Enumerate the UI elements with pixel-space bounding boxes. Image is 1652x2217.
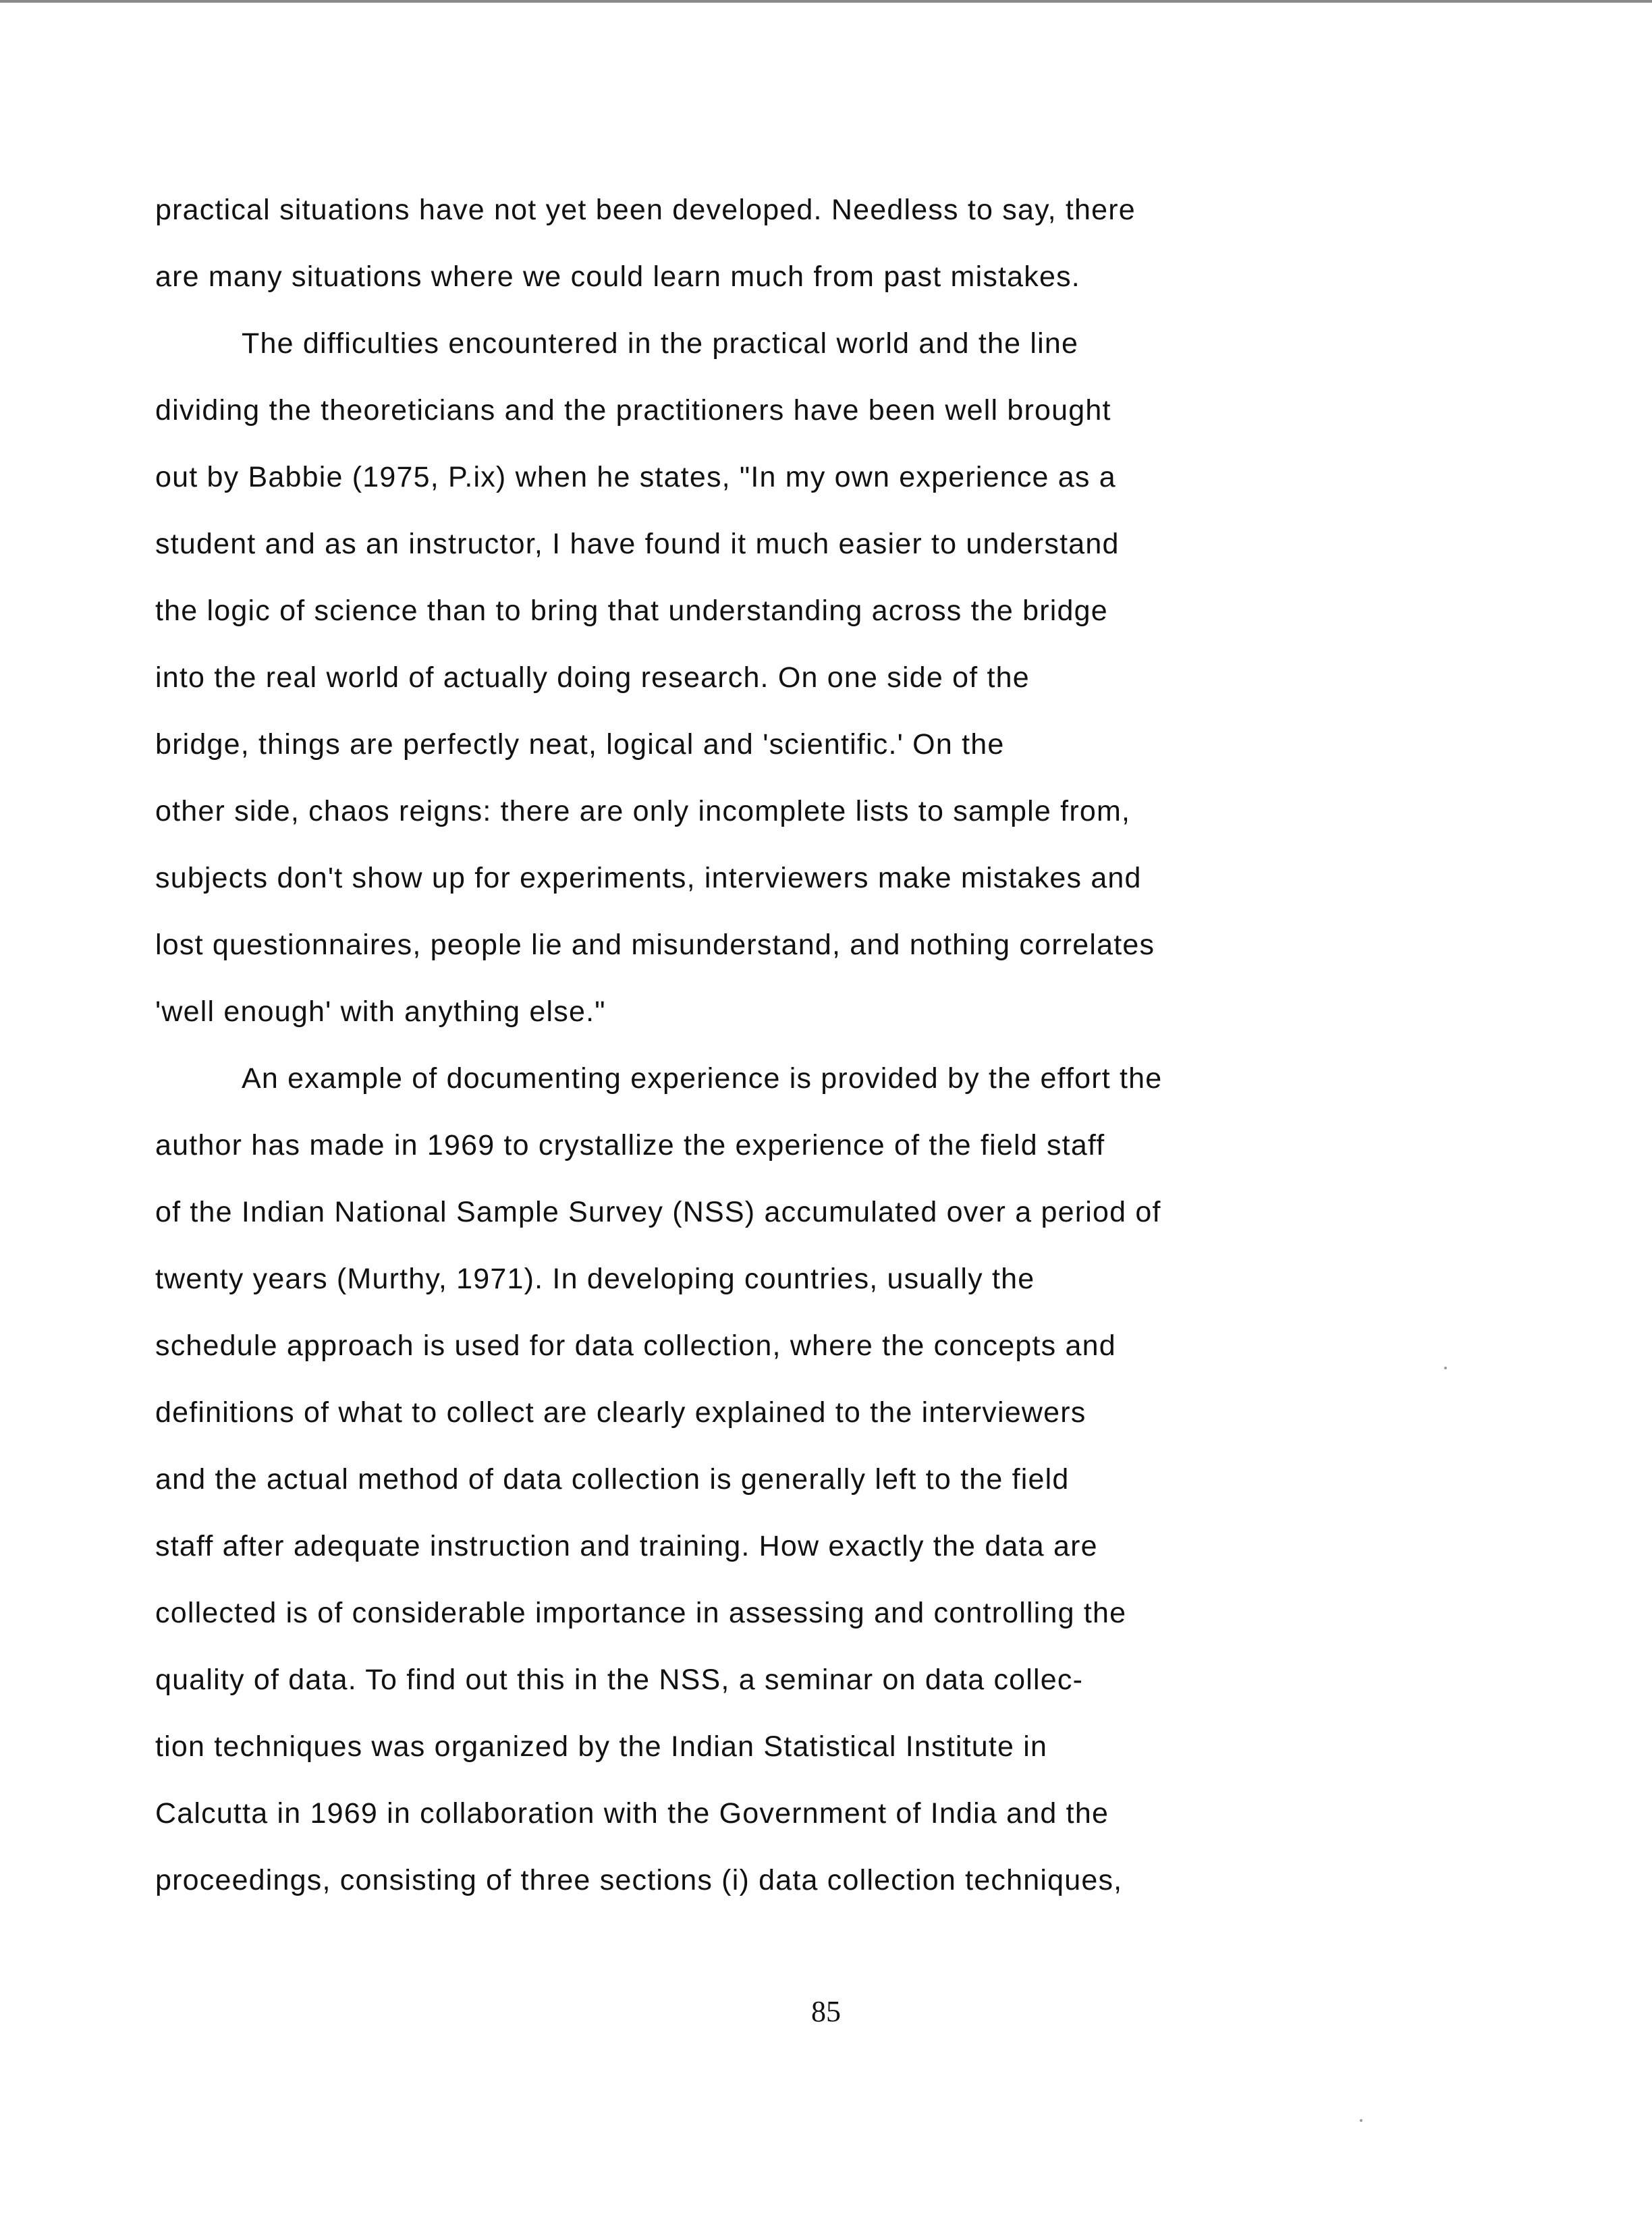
- text-line: into the real world of actually doing research. On one side of the: [155, 661, 1030, 694]
- text-line: subjects don't show up for experiments, interviewers make mistakes and: [155, 862, 1142, 894]
- text-line: practical situations have not yet been developed. Needless to say, there: [155, 194, 1136, 226]
- text-line: Calcutta in 1969 in collaboration with the Government of India and the: [155, 1797, 1109, 1830]
- text-line: schedule approach is used for data collection, where the concepts and: [155, 1330, 1116, 1362]
- text-line: collected is of considerable importance in assessing and controlling the: [155, 1597, 1127, 1629]
- scan-speck: [1360, 2119, 1362, 2122]
- text-line: quality of data. To find out this in the NSS, a seminar on data collec-: [155, 1664, 1084, 1696]
- paragraph-start-line: The difficulties encountered in the practical world and the line: [242, 327, 1079, 360]
- text-line: author has made in 1969 to crystallize the experience of the field staff: [155, 1129, 1105, 1161]
- text-line: other side, chaos reigns: there are only incomplete lists to sample from,: [155, 795, 1131, 827]
- text-line: student and as an instructor, I have found it much easier to understand: [155, 528, 1120, 560]
- text-line: out by Babbie (1975, P.ix) when he states, "In my own experience as a: [155, 461, 1116, 493]
- text-line: 'well enough' with anything else.": [155, 995, 606, 1028]
- text-line: dividing the theoreticians and the practitioners have been well brought: [155, 394, 1111, 427]
- text-line: twenty years (Murthy, 1971). In developing countries, usually the: [155, 1263, 1035, 1295]
- text-line: of the Indian National Sample Survey (NSS) accumulated over a period of: [155, 1196, 1161, 1228]
- scan-top-edge: [0, 0, 1652, 3]
- text-line: lost questionnaires, people lie and misunderstand, and nothing correlates: [155, 929, 1155, 961]
- paragraph-start-line: An example of documenting experience is provided by the effort the: [242, 1062, 1163, 1095]
- text-line: are many situations where we could learn much from past mistakes.: [155, 261, 1080, 293]
- text-line: bridge, things are perfectly neat, logical and 'scientific.' On the: [155, 728, 1005, 761]
- text-line: and the actual method of data collection is generally left to the field: [155, 1463, 1070, 1496]
- text-line: the logic of science than to bring that understanding across the bridge: [155, 595, 1108, 627]
- text-line: definitions of what to collect are clearly explained to the interviewers: [155, 1396, 1086, 1429]
- text-line: staff after adequate instruction and training. How exactly the data are: [155, 1530, 1098, 1562]
- text-line: proceedings, consisting of three sections (i) data collection techniques,: [155, 1864, 1123, 1896]
- text-line: tion techniques was organized by the Indian Statistical Institute in: [155, 1730, 1048, 1763]
- body-text: [155, 177, 1410, 1914]
- page-number: 85: [811, 1995, 841, 2028]
- scan-speck: [1444, 1367, 1447, 1369]
